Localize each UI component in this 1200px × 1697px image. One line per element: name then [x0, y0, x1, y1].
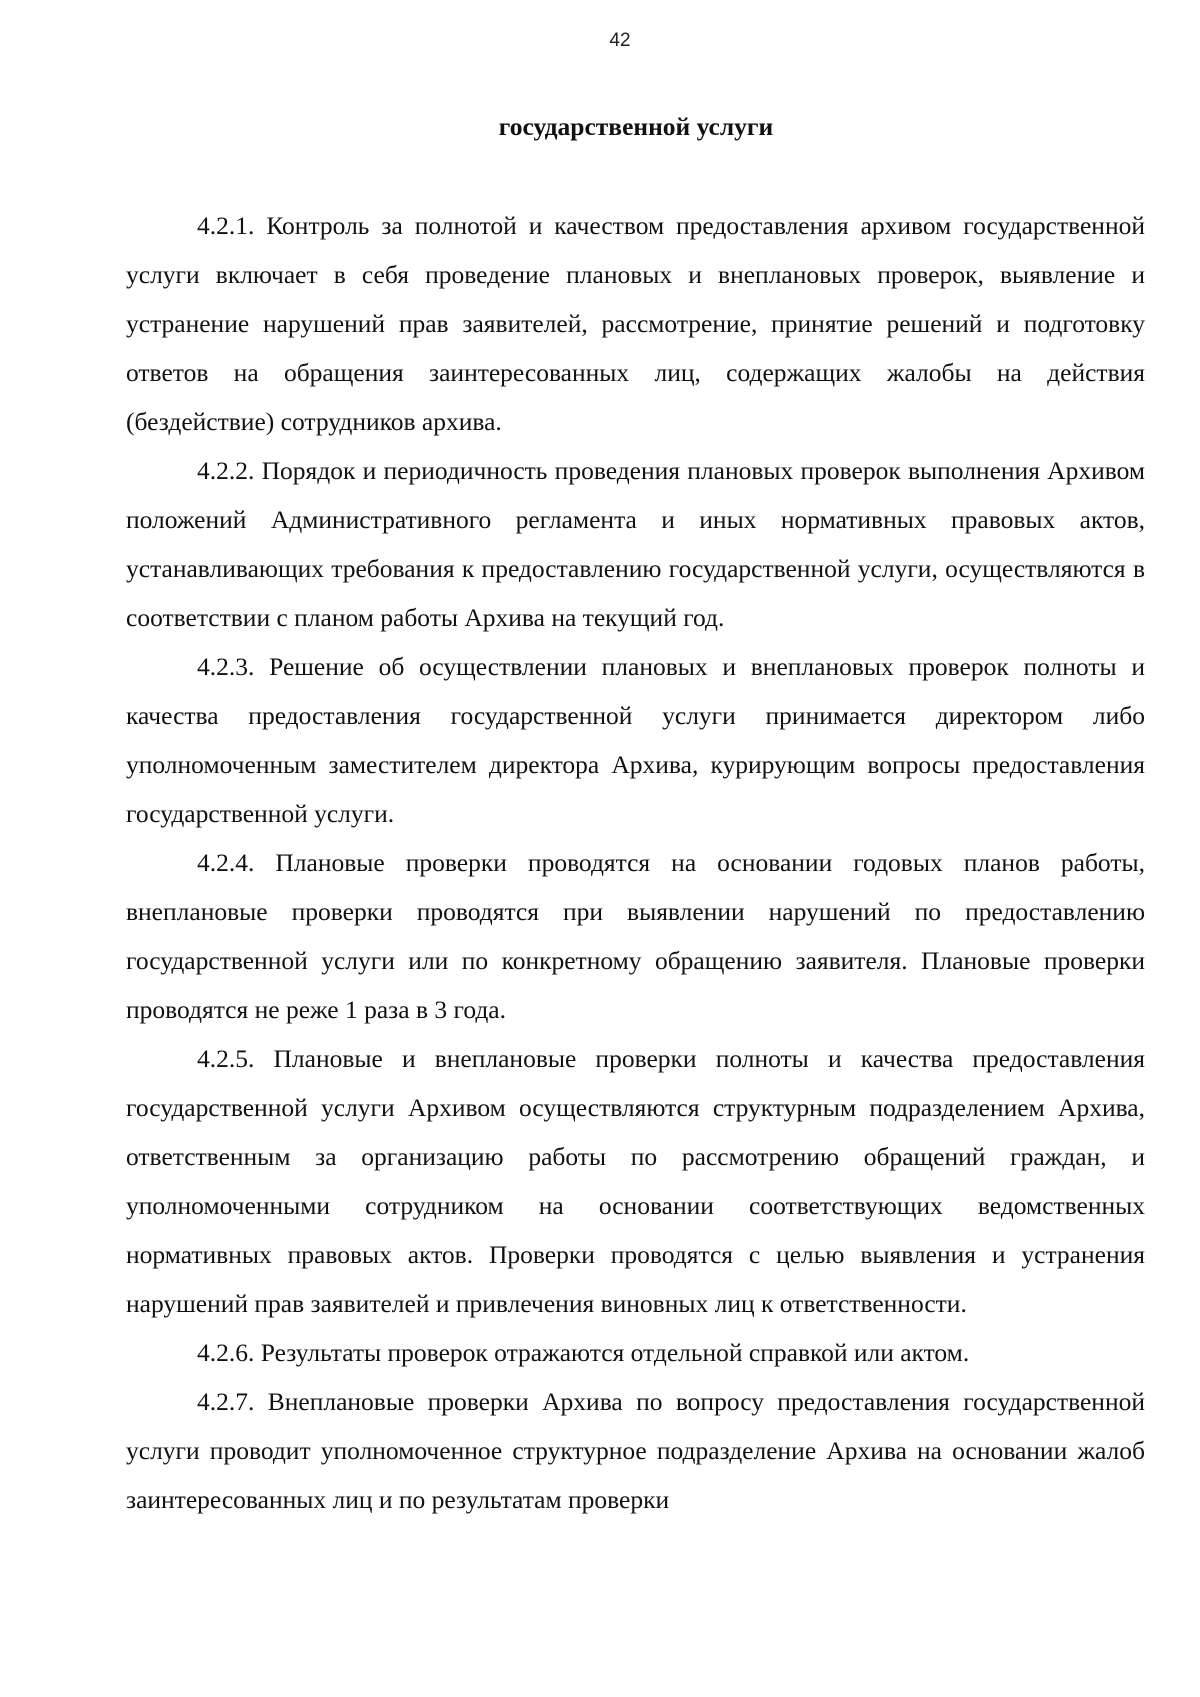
paragraph-4-2-2: 4.2.2. Порядок и периодичность проведения плановых проверок выполнения Архивом положений Административного регламента и иных нормативных правовых актов, устанавливающих требования к предоставлению государственной услуги, осуществляются в соответствии с планом работы Архива на текущий год.: [126, 456, 1145, 632]
paragraph-4-2-1: 4.2.1. Контроль за полнотой и качеством предоставления архивом государственной услуги включает в себя проведение плановых и внеплановых проверок, выявление и устранение нарушений прав заявителей, рассмотрение, принятие решений и подготовку ответов на обращения заинтересованных лиц, содержащих жалобы на действия (бездействие) сотрудников архива.: [126, 211, 1145, 436]
section-heading: государственной услуги: [498, 112, 774, 141]
paragraph-4-2-4: 4.2.4. Плановые проверки проводятся на основании годовых планов работы, внеплановые проверки проводятся при выявлении нарушений по предоставлению государственной услуги или по конкретному обращению заявителя. Плановые проверки проводятся не реже 1 раза в 3 года.: [126, 848, 1145, 1024]
paragraph-4-2-3: 4.2.3. Решение об осуществлении плановых и внеплановых проверок полноты и качества предоставления государственной услуги принимается директором либо уполномоченным заместителем директора Архива, курирующим вопросы предоставления государственной услуги.: [126, 652, 1145, 828]
document-body: [126, 201, 1145, 1524]
paragraph-4-2-6: 4.2.6. Результаты проверок отражаются отдельной справкой или актом.: [197, 1338, 970, 1367]
paragraph-4-2-7: 4.2.7. Внеплановые проверки Архива по вопросу предоставления государственной услуги проводит уполномоченное структурное подразделение Архива на основании жалоб заинтересованных лиц и по результатам проверки: [126, 1387, 1145, 1514]
page-number: 42: [609, 30, 631, 51]
paragraph-4-2-5: 4.2.5. Плановые и внеплановые проверки полноты и качества предоставления государственной услуги Архивом осуществляются структурным подразделением Архива, ответственным за организацию работы по рассмотрению обращений граждан, и уполномоченными сотрудником на основании соответствующих ведомственных нормативных правовых актов. Проверки проводятся с целью выявления и устранения нарушений прав заявителей и привлечения виновных лиц к ответственности.: [126, 1044, 1145, 1318]
